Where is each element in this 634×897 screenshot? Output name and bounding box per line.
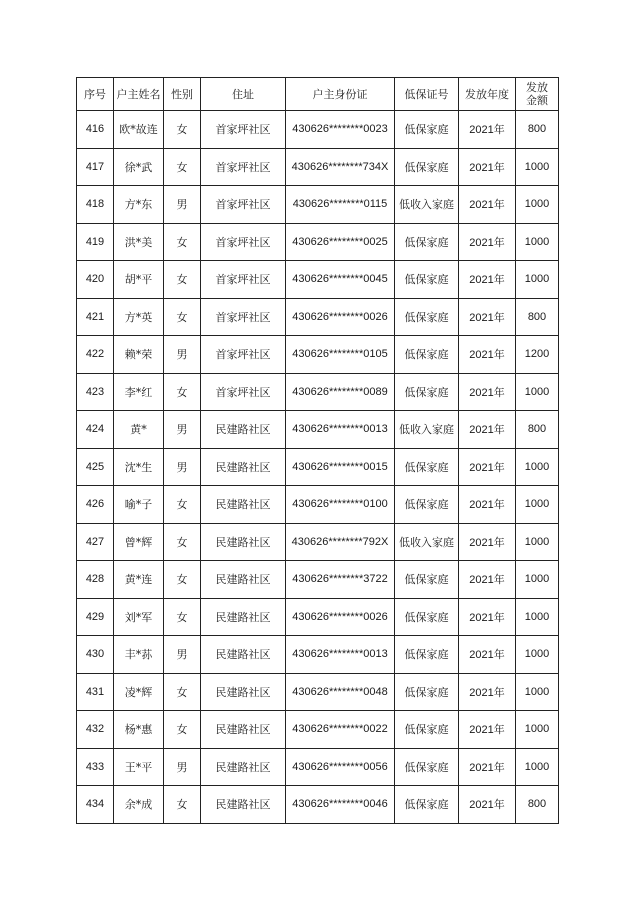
table-row <box>77 448 559 486</box>
header-amount-line1: 发放 <box>526 81 548 94</box>
cell-year: 2021年 <box>459 486 516 524</box>
header-year: 发放年度 <box>459 78 516 111</box>
cell-gender: 男 <box>164 186 201 224</box>
header-gender: 性别 <box>164 78 201 111</box>
cell-gender: 男 <box>164 748 201 786</box>
cell-cert: 低保家庭 <box>395 373 459 411</box>
cell-year: 2021年 <box>459 598 516 636</box>
cell-id-card: 430626********0100 <box>286 486 395 524</box>
cell-id-card: 430626********0048 <box>286 673 395 711</box>
table-row <box>77 373 559 411</box>
cell-amount: 1000 <box>516 748 559 786</box>
cell-id-card: 430626********0026 <box>286 298 395 336</box>
table-row <box>77 748 559 786</box>
cell-name: 洪*美 <box>114 223 164 261</box>
header-index: 序号 <box>77 78 114 111</box>
cell-index: 416 <box>77 111 114 149</box>
cell-index: 422 <box>77 336 114 374</box>
cell-gender: 女 <box>164 261 201 299</box>
cell-address: 首家坪社区 <box>201 261 286 299</box>
cell-name: 黄* <box>114 411 164 449</box>
cell-index: 428 <box>77 561 114 599</box>
cell-year: 2021年 <box>459 148 516 186</box>
cell-name: 沈*生 <box>114 448 164 486</box>
cell-address: 民建路社区 <box>201 448 286 486</box>
cell-id-card: 430626********0015 <box>286 448 395 486</box>
cell-index: 424 <box>77 411 114 449</box>
cell-address: 民建路社区 <box>201 786 286 824</box>
cell-name: 凌*辉 <box>114 673 164 711</box>
cell-address: 民建路社区 <box>201 673 286 711</box>
cell-name: 徐*武 <box>114 148 164 186</box>
cell-index: 426 <box>77 486 114 524</box>
cell-cert: 低保家庭 <box>395 711 459 749</box>
cell-year: 2021年 <box>459 111 516 149</box>
cell-amount: 1000 <box>516 261 559 299</box>
cell-gender: 男 <box>164 636 201 674</box>
cell-name: 李*红 <box>114 373 164 411</box>
cell-gender: 女 <box>164 111 201 149</box>
cell-index: 420 <box>77 261 114 299</box>
cell-id-card: 430626********0025 <box>286 223 395 261</box>
header-id-card: 户主身份证 <box>286 78 395 111</box>
cell-index: 423 <box>77 373 114 411</box>
cell-amount: 1000 <box>516 523 559 561</box>
cell-id-card: 430626********0115 <box>286 186 395 224</box>
header-amount-line2: 金额 <box>526 94 548 107</box>
cell-name: 杨*惠 <box>114 711 164 749</box>
cell-amount: 1200 <box>516 336 559 374</box>
cell-index: 425 <box>77 448 114 486</box>
cell-amount: 1000 <box>516 448 559 486</box>
cell-cert: 低保家庭 <box>395 673 459 711</box>
cell-amount: 1000 <box>516 223 559 261</box>
cell-amount: 800 <box>516 298 559 336</box>
cell-gender: 女 <box>164 148 201 186</box>
cell-address: 民建路社区 <box>201 748 286 786</box>
cell-id-card: 430626********3722 <box>286 561 395 599</box>
cell-amount: 800 <box>516 786 559 824</box>
cell-index: 417 <box>77 148 114 186</box>
cell-name: 胡*平 <box>114 261 164 299</box>
cell-cert: 低收入家庭 <box>395 411 459 449</box>
cell-amount: 1000 <box>516 636 559 674</box>
cell-year: 2021年 <box>459 223 516 261</box>
cell-amount: 1000 <box>516 148 559 186</box>
cell-cert: 低保家庭 <box>395 786 459 824</box>
cell-cert: 低保家庭 <box>395 261 459 299</box>
cell-cert: 低保家庭 <box>395 336 459 374</box>
table-row <box>77 711 559 749</box>
cell-amount: 800 <box>516 111 559 149</box>
cell-gender: 女 <box>164 298 201 336</box>
cell-amount: 1000 <box>516 561 559 599</box>
cell-year: 2021年 <box>459 561 516 599</box>
cell-gender: 男 <box>164 336 201 374</box>
cell-id-card: 430626********0013 <box>286 636 395 674</box>
cell-index: 434 <box>77 786 114 824</box>
cell-cert: 低收入家庭 <box>395 523 459 561</box>
cell-address: 民建路社区 <box>201 598 286 636</box>
cell-cert: 低保家庭 <box>395 223 459 261</box>
table-row <box>77 261 559 299</box>
cell-address: 民建路社区 <box>201 486 286 524</box>
cell-gender: 女 <box>164 223 201 261</box>
cell-address: 首家坪社区 <box>201 186 286 224</box>
cell-index: 429 <box>77 598 114 636</box>
cell-cert: 低保家庭 <box>395 636 459 674</box>
cell-cert: 低保家庭 <box>395 748 459 786</box>
cell-address: 首家坪社区 <box>201 223 286 261</box>
cell-year: 2021年 <box>459 786 516 824</box>
cell-index: 432 <box>77 711 114 749</box>
cell-id-card: 430626********0056 <box>286 748 395 786</box>
table-row <box>77 673 559 711</box>
cell-amount: 1000 <box>516 673 559 711</box>
cell-index: 418 <box>77 186 114 224</box>
cell-index: 421 <box>77 298 114 336</box>
cell-address: 民建路社区 <box>201 561 286 599</box>
cell-name: 刘*军 <box>114 598 164 636</box>
cell-id-card: 430626********0089 <box>286 373 395 411</box>
cell-address: 民建路社区 <box>201 711 286 749</box>
cell-id-card: 430626********0046 <box>286 786 395 824</box>
cell-address: 首家坪社区 <box>201 336 286 374</box>
cell-year: 2021年 <box>459 336 516 374</box>
cell-cert: 低保家庭 <box>395 148 459 186</box>
table-header-row <box>77 78 559 111</box>
cell-index: 433 <box>77 748 114 786</box>
cell-year: 2021年 <box>459 523 516 561</box>
header-cert: 低保证号 <box>395 78 459 111</box>
cell-year: 2021年 <box>459 298 516 336</box>
cell-id-card: 430626********0023 <box>286 111 395 149</box>
cell-year: 2021年 <box>459 373 516 411</box>
cell-name: 方*英 <box>114 298 164 336</box>
header-address: 住址 <box>201 78 286 111</box>
cell-cert: 低保家庭 <box>395 448 459 486</box>
cell-amount: 1000 <box>516 598 559 636</box>
cell-address: 首家坪社区 <box>201 298 286 336</box>
table-row <box>77 786 559 824</box>
table-row <box>77 298 559 336</box>
cell-address: 首家坪社区 <box>201 148 286 186</box>
cell-address: 首家坪社区 <box>201 111 286 149</box>
cell-gender: 女 <box>164 523 201 561</box>
cell-address: 民建路社区 <box>201 636 286 674</box>
cell-gender: 女 <box>164 486 201 524</box>
cell-name: 曾*辉 <box>114 523 164 561</box>
table-row <box>77 148 559 186</box>
cell-amount: 1000 <box>516 486 559 524</box>
cell-index: 431 <box>77 673 114 711</box>
cell-year: 2021年 <box>459 748 516 786</box>
cell-index: 430 <box>77 636 114 674</box>
cell-id-card: 430626********0105 <box>286 336 395 374</box>
cell-name: 赖*荣 <box>114 336 164 374</box>
cell-name: 王*平 <box>114 748 164 786</box>
table-row <box>77 523 559 561</box>
table-body <box>77 111 559 824</box>
cell-address: 民建路社区 <box>201 523 286 561</box>
table-row <box>77 486 559 524</box>
cell-name: 方*东 <box>114 186 164 224</box>
cell-address: 民建路社区 <box>201 411 286 449</box>
cell-cert: 低保家庭 <box>395 561 459 599</box>
table-row <box>77 411 559 449</box>
cell-cert: 低保家庭 <box>395 298 459 336</box>
header-name: 户主姓名 <box>114 78 164 111</box>
cell-year: 2021年 <box>459 673 516 711</box>
cell-name: 丰*荪 <box>114 636 164 674</box>
cell-id-card: 430626********792X <box>286 523 395 561</box>
table-row <box>77 636 559 674</box>
table-row <box>77 186 559 224</box>
cell-name: 欧*故连 <box>114 111 164 149</box>
cell-cert: 低保家庭 <box>395 486 459 524</box>
cell-gender: 女 <box>164 786 201 824</box>
cell-year: 2021年 <box>459 448 516 486</box>
cell-amount: 800 <box>516 411 559 449</box>
cell-id-card: 430626********0026 <box>286 598 395 636</box>
cell-cert: 低收入家庭 <box>395 186 459 224</box>
cell-gender: 女 <box>164 711 201 749</box>
cell-amount: 1000 <box>516 373 559 411</box>
cell-amount: 1000 <box>516 711 559 749</box>
cell-index: 419 <box>77 223 114 261</box>
cell-gender: 女 <box>164 673 201 711</box>
cell-gender: 女 <box>164 561 201 599</box>
cell-cert: 低保家庭 <box>395 111 459 149</box>
cell-index: 427 <box>77 523 114 561</box>
table-row <box>77 598 559 636</box>
cell-year: 2021年 <box>459 711 516 749</box>
cell-gender: 女 <box>164 598 201 636</box>
subsidy-roster-table <box>76 77 559 824</box>
cell-year: 2021年 <box>459 636 516 674</box>
header-amount <box>516 78 559 111</box>
cell-gender: 男 <box>164 411 201 449</box>
table-row <box>77 223 559 261</box>
cell-gender: 女 <box>164 373 201 411</box>
cell-year: 2021年 <box>459 411 516 449</box>
table-row <box>77 561 559 599</box>
cell-id-card: 430626********734X <box>286 148 395 186</box>
cell-id-card: 430626********0045 <box>286 261 395 299</box>
cell-cert: 低保家庭 <box>395 598 459 636</box>
cell-id-card: 430626********0013 <box>286 411 395 449</box>
cell-name: 余*成 <box>114 786 164 824</box>
cell-address: 首家坪社区 <box>201 373 286 411</box>
cell-year: 2021年 <box>459 186 516 224</box>
table-row <box>77 336 559 374</box>
cell-id-card: 430626********0022 <box>286 711 395 749</box>
cell-year: 2021年 <box>459 261 516 299</box>
cell-amount: 1000 <box>516 186 559 224</box>
table-row <box>77 111 559 149</box>
cell-name: 黄*连 <box>114 561 164 599</box>
cell-name: 喻*子 <box>114 486 164 524</box>
cell-gender: 男 <box>164 448 201 486</box>
